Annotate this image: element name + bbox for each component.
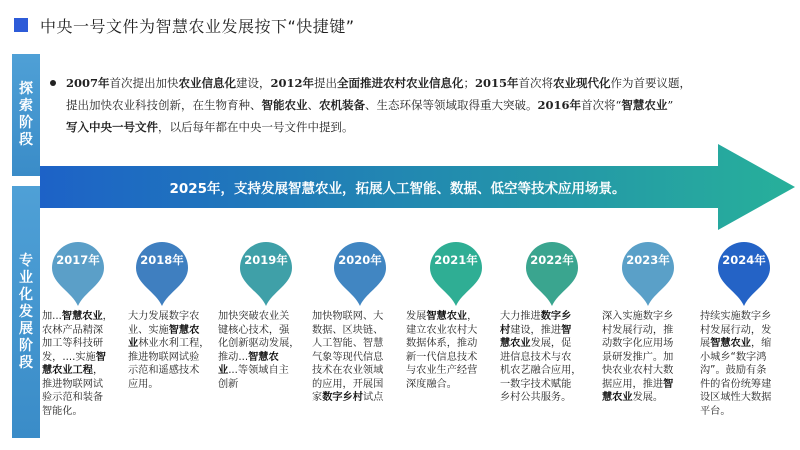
desc-2021: 发展智慧农业， 建立农业农村大 数据体系，推动 新一代信息技术 与农业生产经营 深度融合。 (406, 311, 478, 390)
banner-text: 2025年，支持发展智慧农业，拓展人工智能、数据、低空等技术应用场景。 (169, 181, 626, 197)
page-title: 中央一号文件为智慧农业发展按下“快捷键” (40, 16, 355, 36)
stage-label-char: 索 (19, 98, 33, 114)
desc-2024: 持续实施数字乡 村发展行动，发 展智慧农业，缩 小城乡“数字鸿 沟”。鼓励有条 件的省份统筹建 设区域性大数据 平台。 (700, 311, 772, 417)
intro-line-3: 写入中央一号文件，以后每年都在中央一号文件中提到。 (66, 120, 354, 134)
desc-2023: 深入实施数字乡 村发展行动，推 动数字化应用场 景研发推广。加 快农业农村大数 据应用，推进智 慧农业发展。 (602, 311, 674, 403)
stage-label-char: 化 (19, 286, 33, 303)
timeline-year: 2023年 (626, 253, 670, 267)
stage-label-char: 专 (19, 252, 33, 269)
stage-label-char: 段 (19, 132, 33, 148)
stage-label-char: 阶 (19, 115, 33, 131)
desc-2018: 大力发展数字农 业、实施智慧农 业林业水利工程， 推进物联网试验 示范和遥感技术 应用。 (128, 311, 210, 390)
map-pin-icon (236, 240, 296, 306)
map-pin-icon (330, 240, 390, 306)
timeline-pin (714, 240, 774, 306)
timeline-pin (522, 240, 582, 306)
stage-label-professional (12, 186, 40, 438)
bullet-dot (50, 80, 56, 86)
map-pin-icon (522, 240, 582, 306)
desc-2022: 大力推进数字乡 村建设，推进智 慧农业发展，促 进信息技术与农 机农艺融合应用， 一数字技术赋能 乡村公共服务。 (500, 311, 582, 403)
map-pin-icon (714, 240, 774, 306)
intro-paragraph (50, 72, 790, 138)
title-marker (14, 18, 28, 32)
map-pin-icon (618, 240, 678, 306)
desc-2019: 加快突破农业关 键核心技术，强 化创新驱动发展， 推动...智慧农 业...等领域自主 创新 (218, 311, 300, 390)
timeline-year: 2018年 (140, 253, 184, 267)
banner-arrow (40, 144, 795, 230)
timeline-pin (48, 240, 108, 306)
timeline-pin (330, 240, 390, 306)
map-pin-icon (48, 240, 108, 306)
desc-2017: 加...智慧农业， 农林产品精深 加工等科技研 发，....实施智 慧农业工程， 推进物联网试 验示范和装备 智能化。 (42, 311, 113, 417)
map-pin-icon (132, 240, 192, 306)
timeline-year: 2024年 (722, 253, 766, 267)
stage-label-char: 阶 (19, 337, 33, 354)
intro-line-2: 提出加快农业科技创新，在生物育种、智能农业、农机装备、生态环保等领域取得重大突破。2016年首次将“智慧农业” (66, 98, 674, 112)
timeline-pin (426, 240, 486, 306)
timeline-year: 2022年 (530, 253, 574, 267)
stage-label-char: 探 (19, 81, 33, 97)
intro-line-1: 2007年首次提出加快农业信息化建设，2012年提出全面推进农村农业信息化；2015年首次将农业现代化作为首要议题， (66, 76, 692, 90)
desc-2020: 加快物联网、大 数据、区块链、 人工智能、智慧 气象等现代信息 技术在农业领域 的应用，开展国 家数字乡村试点 (312, 311, 384, 403)
timeline-year: 2020年 (338, 253, 382, 267)
timeline-year: 2019年 (244, 253, 288, 267)
stage-label-char: 段 (19, 354, 33, 371)
stage-label-char: 发 (19, 303, 33, 320)
header (14, 12, 355, 38)
stage-label-exploration (12, 54, 40, 176)
timeline-year: 2021年 (434, 253, 478, 267)
stage-label-char: 展 (19, 320, 33, 337)
stage-label-char: 业 (19, 269, 33, 286)
map-pin-icon (426, 240, 486, 306)
timeline-pin (236, 240, 296, 306)
timeline-pin (132, 240, 192, 306)
timeline-year: 2017年 (56, 253, 100, 267)
timeline-pin (618, 240, 678, 306)
